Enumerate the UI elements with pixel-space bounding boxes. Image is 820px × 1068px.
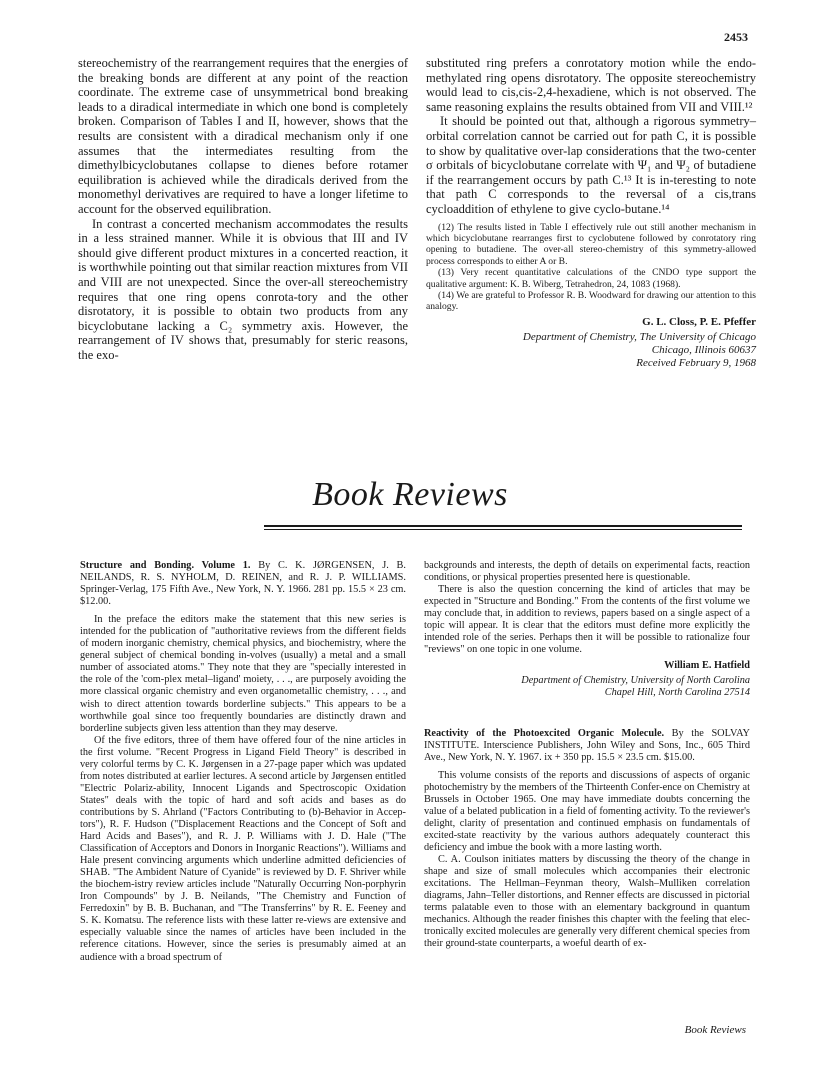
section-rule-thin xyxy=(264,529,742,530)
article-affiliation: Department of Chemistry, The University of Chicago xyxy=(522,330,756,343)
article-received-date: Received February 9, 1968 xyxy=(636,356,756,369)
review-book-title: Structure and Bonding. Volume 1. xyxy=(80,560,251,571)
review-heading xyxy=(424,728,750,764)
footnote: (14) We are grateful to Professor R. B. Woodward for drawing our attention to this analogy. xyxy=(426,289,756,313)
section-title: Book Reviews xyxy=(312,476,508,513)
review-paragraph: In the preface the editors make the statement that this new series is intended for the publication of "authoritative reviews from the different fields of modern inorganic chemistry, chemical physics, and biochemistry, where the general subject of chemical bonding in-volves (usually) a metal and a small number of associated atoms." They note that they are "specially interested in the role of the 'com-plex metal–ligand' moiety, . . ., are purposely avoiding the more classical organic chemistry and even organometallic chemistry, . . ., and wish to direct attention towards borderline subjects." This appears to be a worthwhile goal since too frequently boundaries are distinctly drawn and borderline subjects given less attention than they may deserve. xyxy=(80,614,406,734)
review-book-title: Reactivity of the Photoexcited Organic Molecule. xyxy=(424,727,665,739)
reviews-right-column xyxy=(424,560,750,950)
review-paragraph: backgrounds and interests, the depth of details on experimental facts, reaction conditions, or physical properties presented here is questionable. xyxy=(424,560,750,584)
footnote: (12) The results listed in Table I effectively rule out still another mechanism in which bicyclobutane rearranges first to cyclobutene followed by conrotatory ring opening to butadiene. The over-all stereo-chemistry of this symmetry-allowed process corresponds to either A or B. xyxy=(426,221,756,267)
review-paragraph: This volume consists of the reports and discussions of aspects of organic photochemistry by the members of the Thirteenth Confer-ence on Chemistry at Brussels in October 1965. One may have immediate doubts concerning the value of a belated publication in a field of fomenting activity. To the reviewer's delight, clarity of presentation and continued emphasis on fundamentals of excited-state reactivity by the various authors adequately counteract this deficiency and imbue the book with a more lasting worth. xyxy=(424,769,750,853)
review-paragraph: Of the five editors, three of them have offered four of the nine articles in the first volume. "Recent Progress in Ligand Field Theory" is described in very colorful terms by C. K. Jørgensen in a 27-page paper which was updated from notes distributed at earlier lectures. A second article by Jørgensen entitled "Electric Polariz-ability, Innocent Ligands and Spectroscopic Oxidation States" deals with the topic of hard and soft acids and bases as do contributions by S. Ahrland ("Factors Contributing to (b)-Behavior in Accep-tors"), R. F. Hudson ("Displacement Reactions and the Concept of Soft and Hard Acids and Bases"), and R. J. P. Williams with J. D. Hale ("The Classification of Acceptors and Donors in Inorganic Reactions"). Williams and Hale present convincing arguments which underline admitted deficiencies of SHAB. "The Ambident Nature of Cyanide" is reviewed by D. F. Shriver while the biochem-istry review articles include "Naturally Occurring Non-porphyrin Iron Compounds" by J. B. Neilands, "The Chemistry and Function of Ferredoxin" by B. B. Buchanan, and "The Transferrins" by R. E. Feeney and S. K. Komatsu. The reference lists with these latter re-views are extensive and especially valuable since the names of articles have been included in the reference citations. However, since the series is presumably aimed at an audience with a broad spectrum of xyxy=(80,734,406,963)
reviewer-affiliation: Department of Chemistry, University of North Carolina xyxy=(521,675,750,687)
article-authors: G. L. Closs, P. E. Pfeffer xyxy=(642,315,756,328)
review-signature xyxy=(424,660,750,699)
review-heading xyxy=(80,560,406,608)
review-paragraph: There is also the question concerning the kind of articles that may be expected in "Structure and Bonding." From the contents of the first volume we may conclude that, in addition to reviews, papers based on a single aspect of a topic will appear. It is clear that the editors must define more explicitly the intended role of the series. Perhaps then it will be possible to rationalize four "reviews" on one topic in one volume. xyxy=(424,584,750,656)
article-left-column xyxy=(78,56,408,362)
review-paragraph: C. A. Coulson initiates matters by discussing the theory of the change in shape and size of small molecules which accompanies their electronic excitations. The Hellman–Feynman theory, Walsh–Mulliken correlation diagrams, Jahn–Teller distortions, and Renner effects are discussed in pictorial terms palatable even to those with an elementary background in quantum mechanics. Although the reader finishes this chapter with the feeling that elec-tronically excited molecules are generally very different chemical species from their ground-state counterparts, a woeful dearth of ex- xyxy=(424,853,750,950)
page-number: 2453 xyxy=(724,30,748,44)
reviewer-location: Chapel Hill, North Carolina 27514 xyxy=(604,687,750,699)
article-paragraph: It should be pointed out that, although a rigorous symmetry–orbital correlation cannot be carried out for path C, it is possible to show by qualitative over-lap considerations that the two-center σ orbitals of bicyclobutane correlate with Ψ₁ and Ψ₂ of butadiene if the rearrangement occurs by path C.¹³ It is in-teresting to note that path C corresponds to the reversal of a cis,trans cycloaddition of ethylene to give cyclo-butane.¹⁴ xyxy=(426,114,756,216)
reviewer-name: William E. Hatfield xyxy=(664,660,750,672)
running-footer: Book Reviews xyxy=(684,1024,746,1036)
article-signature xyxy=(426,316,756,370)
article-paragraph: In contrast a concerted mechanism accommodates the results in a less strained manner. While it is obvious that III and IV should give different product mixtures in a concerted reaction, it is worthwhile pointing out that similar reaction mixtures from VII and VIII are not unexpected. Since the over-all stereochemistry requires that one ring opens conrota-tory and the other disrotatory, it is possible to obtain two products from any bicyclobutane lacking a C₂ symmetry axis. However, the rearrangement of IV shows that, presumably for steric reasons, the exo- xyxy=(78,216,408,362)
section-rule xyxy=(264,525,742,527)
article-location: Chicago, Illinois 60637 xyxy=(651,343,756,356)
article-right-column xyxy=(426,56,756,370)
footnote: (13) Very recent quantitative calculations of the CNDO type support the qualitative argument: K. B. Wiberg, Tetrahedron, 24, 1083 (1968). xyxy=(426,267,756,290)
review-citation: By C. K. JØRGENSEN, J. B. NEILANDS, R. S. NYHOLM, D. REINEN, and R. J. P. WILLIAMS. Springer-Verlag, 175 Fifth Ave., New York, N. Y. 1966. 281 pp. 15.5 × 23 cm. $12.00. xyxy=(80,560,406,608)
article-paragraph: stereochemistry of the rearrangement requires that the energies of the breaking bonds are different at any point of the reaction coordinate. The extreme case of unsymmetrical bond breaking leads to a diradical intermediate in which one bond is completely broken. Comparison of Tables I and II, however, shows that the results are consistent with a diradical mechanism only if one assumes that the intermediates resulting from the dimethylbicyclobutanes collapse to dienes before rotamer equilibration is achieved while the diradicals derived from the monomethyl derivatives are required to have a longer lifetime to account for the observed equilibration. xyxy=(78,56,408,216)
article-paragraph: substituted ring prefers a conrotatory motion while the endo-methylated ring opens disrotatory. The opposite stereochemistry would lead to cis,cis-2,4-hexadiene, which is not observed. The same reasoning explains the results obtained from VII and VIII.¹² xyxy=(426,56,756,114)
footnotes xyxy=(426,222,756,313)
reviews-left-column xyxy=(80,560,406,964)
review-citation: By the SOLVAY INSTITUTE. Interscience Publishers, John Wiley and Sons, Inc., 605 Third Ave., New York, N. Y. 1967. ix + 350 pp. 15.5 × 23.5 cm. $15.00. xyxy=(424,727,750,763)
